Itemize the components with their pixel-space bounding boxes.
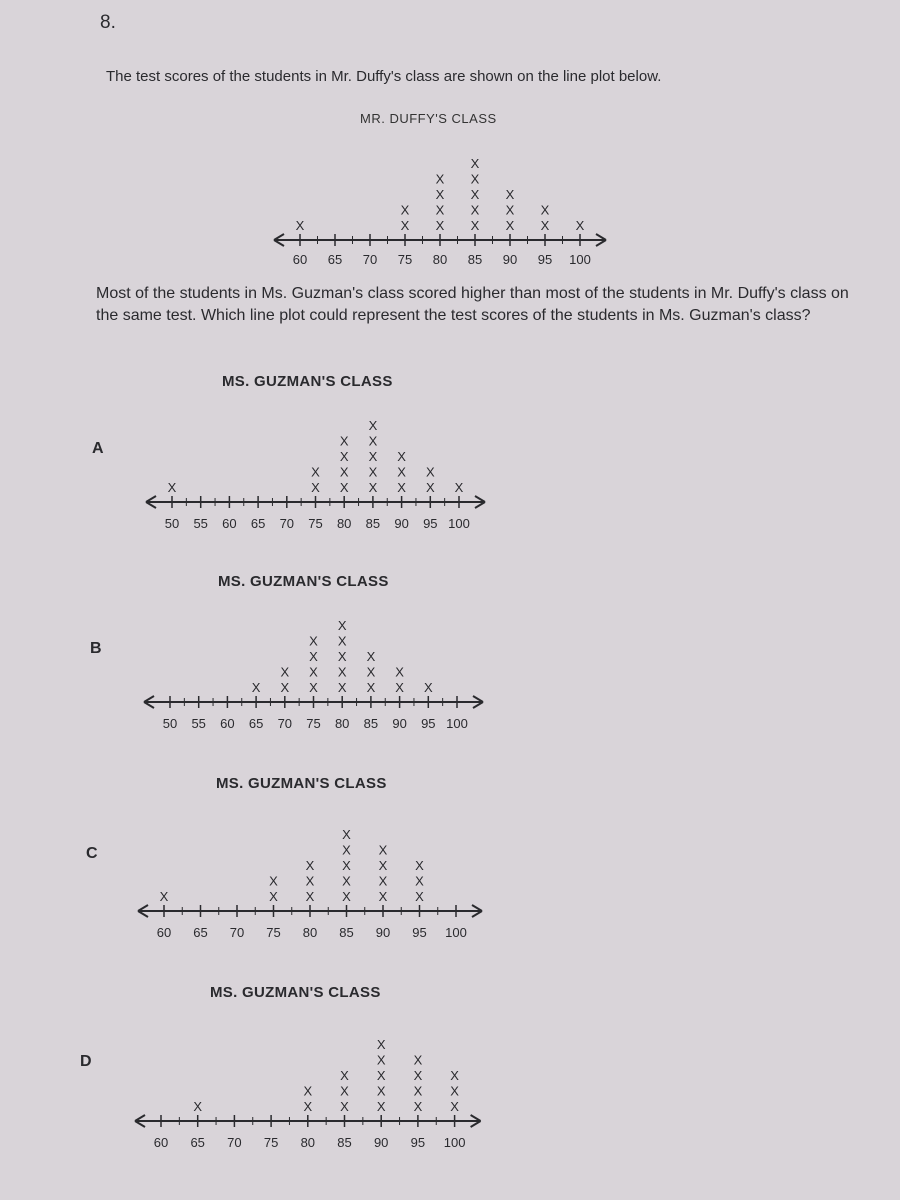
data-point-mark: X xyxy=(413,1099,423,1114)
axis-tick-label: 75 xyxy=(263,1135,279,1150)
axis-tick-label: 60 xyxy=(222,516,237,531)
data-point-mark: X xyxy=(368,449,378,464)
data-point-mark: X xyxy=(413,1083,423,1099)
data-point-mark: X xyxy=(340,1068,349,1083)
axis-tick-label: 65 xyxy=(190,1135,205,1150)
data-point-mark: X xyxy=(368,464,378,480)
choice-c-line-plot[interactable] xyxy=(122,794,502,944)
data-point-mark: X xyxy=(435,171,445,187)
axis-tick-label: 100 xyxy=(448,516,470,531)
axis-tick-label: 90 xyxy=(375,925,391,940)
data-point-mark: X xyxy=(366,680,376,695)
data-point-mark: X xyxy=(395,664,404,680)
data-point-mark: X xyxy=(470,218,480,233)
axis-tick-label: 100 xyxy=(445,925,467,940)
data-point-mark: X xyxy=(309,680,318,695)
data-point-mark: X xyxy=(413,1068,423,1083)
axis-tick-label: 70 xyxy=(362,252,378,267)
data-point-mark: X xyxy=(295,218,305,233)
data-point-mark: X xyxy=(309,664,318,680)
data-point-mark: X xyxy=(378,842,388,858)
axis-tick-label: 80 xyxy=(432,252,448,267)
data-point-mark: X xyxy=(337,618,347,633)
axis-tick-label: 70 xyxy=(279,516,295,531)
choice-b-line-plot[interactable] xyxy=(130,592,500,737)
data-point-mark: X xyxy=(435,202,445,218)
data-point-mark: X xyxy=(415,873,424,889)
axis-tick-label: 50 xyxy=(164,516,180,531)
data-point-mark: X xyxy=(575,218,585,233)
data-point-mark: X xyxy=(376,1083,386,1099)
axis-tick-label: 90 xyxy=(394,516,409,531)
axis-tick-label: 60 xyxy=(220,716,235,731)
data-point-mark: X xyxy=(339,480,349,495)
data-point-mark: X xyxy=(311,480,320,495)
data-point-mark: X xyxy=(450,1083,459,1099)
axis-tick-label: 80 xyxy=(302,925,318,940)
data-point-mark: X xyxy=(342,889,351,904)
data-point-mark: X xyxy=(305,873,315,889)
axis-tick-label: 65 xyxy=(248,716,264,731)
data-point-mark: X xyxy=(378,873,388,889)
choice-d-label[interactable]: D xyxy=(80,1053,92,1070)
axis-tick-label: 70 xyxy=(229,925,245,940)
data-point-mark: X xyxy=(505,187,515,202)
data-point-mark: X xyxy=(505,218,515,233)
axis-tick-label: 50 xyxy=(162,716,178,731)
axis-tick-label: 100 xyxy=(446,716,468,731)
choice-c-title: MS. GUZMAN'S CLASS xyxy=(216,775,387,792)
data-point-mark: X xyxy=(425,464,435,480)
axis-tick-label: 75 xyxy=(266,925,281,940)
axis-tick-label: 90 xyxy=(373,1135,389,1150)
data-point-mark: X xyxy=(342,858,351,873)
data-point-mark: X xyxy=(425,480,435,495)
data-point-mark: X xyxy=(397,464,406,480)
axis-tick-label: 95 xyxy=(412,925,427,940)
data-point-mark: X xyxy=(311,464,320,480)
data-point-mark: X xyxy=(413,1052,423,1068)
axis-tick-label: 90 xyxy=(392,716,407,731)
data-point-mark: X xyxy=(309,633,318,649)
axis-tick-label: 75 xyxy=(308,516,323,531)
choice-b-label[interactable]: B xyxy=(90,640,102,657)
data-point-mark: X xyxy=(415,858,424,873)
data-point-mark: X xyxy=(342,827,351,842)
data-point-mark: X xyxy=(376,1068,386,1083)
data-point-mark: X xyxy=(397,480,406,495)
data-point-mark: X xyxy=(470,171,480,187)
data-point-mark: X xyxy=(450,1068,459,1083)
data-point-mark: X xyxy=(378,889,388,904)
data-point-mark: X xyxy=(251,680,261,695)
data-point-mark: X xyxy=(400,202,410,218)
axis-tick-label: 65 xyxy=(327,252,343,267)
data-point-mark: X xyxy=(450,1099,459,1114)
axis-tick-label: 65 xyxy=(193,925,208,940)
question-followup: Most of the students in Ms. Guzman's class scored higher than most of the students in Mr. Duffy's class on the same test. Which line plot could represent the test scores of the students in Ms. Guzman's class? xyxy=(96,285,849,324)
data-point-mark: X xyxy=(337,649,347,664)
data-point-mark: X xyxy=(280,680,290,695)
data-point-mark: X xyxy=(435,218,445,233)
data-point-mark: X xyxy=(303,1099,313,1114)
data-point-mark: X xyxy=(368,480,378,495)
data-point-mark: X xyxy=(395,680,404,695)
question-intro: The test scores of the students in Mr. Duffy's class are shown on the line plot below. xyxy=(106,68,662,85)
choice-d-line-plot[interactable] xyxy=(118,1004,498,1154)
data-point-mark: X xyxy=(280,664,290,680)
data-point-mark: X xyxy=(397,449,406,464)
data-point-mark: X xyxy=(366,664,376,680)
axis-tick-label: 80 xyxy=(300,1135,316,1150)
axis-tick-label: 70 xyxy=(227,1135,242,1150)
axis-tick-label: 85 xyxy=(363,716,379,731)
axis-tick-label: 85 xyxy=(339,925,354,940)
data-point-mark: X xyxy=(540,218,550,233)
data-point-mark: X xyxy=(470,156,480,171)
axis-tick-label: 65 xyxy=(250,516,266,531)
axis-tick-label: 75 xyxy=(306,716,321,731)
data-point-mark: X xyxy=(423,680,433,695)
choice-a-title: MS. GUZMAN'S CLASS xyxy=(222,373,393,390)
choice-c-label[interactable]: C xyxy=(86,845,98,862)
axis-tick-label: 80 xyxy=(336,516,352,531)
data-point-mark: X xyxy=(339,433,349,449)
data-point-mark: X xyxy=(303,1083,313,1099)
data-point-mark: X xyxy=(415,889,424,904)
axis-tick-label: 60 xyxy=(292,252,308,267)
data-point-mark: X xyxy=(337,664,347,680)
axis-tick-label: 70 xyxy=(277,716,293,731)
data-point-mark: X xyxy=(309,649,318,664)
data-point-mark: X xyxy=(400,218,410,233)
data-point-mark: X xyxy=(435,187,445,202)
choice-a-line-plot[interactable] xyxy=(140,392,510,537)
choice-d-title: MS. GUZMAN'S CLASS xyxy=(210,984,381,1001)
axis-tick-label: 85 xyxy=(365,516,381,531)
data-point-mark: X xyxy=(376,1052,386,1068)
data-point-mark: X xyxy=(470,187,480,202)
data-point-mark: X xyxy=(454,480,464,495)
data-point-mark: X xyxy=(159,889,169,904)
choice-b-title: MS. GUZMAN'S CLASS xyxy=(218,573,389,590)
choice-a-label[interactable]: A xyxy=(92,440,104,457)
data-point-mark: X xyxy=(540,202,550,218)
axis-tick-label: 95 xyxy=(421,716,436,731)
axis-tick-label: 85 xyxy=(337,1135,352,1150)
data-point-mark: X xyxy=(337,680,347,695)
axis-tick-label: 95 xyxy=(537,252,553,267)
data-point-mark: X xyxy=(269,889,278,904)
axis-tick-label: 85 xyxy=(467,252,483,267)
data-point-mark: X xyxy=(305,858,315,873)
axis-tick-label: 60 xyxy=(156,925,172,940)
axis-tick-label: 55 xyxy=(191,716,206,731)
duffy-plot-title: MR. DUFFY'S CLASS xyxy=(360,111,497,126)
data-point-mark: X xyxy=(340,1099,349,1114)
data-point-mark: X xyxy=(505,202,515,218)
axis-tick-label: 100 xyxy=(443,1135,466,1150)
axis-tick-label: 80 xyxy=(334,716,350,731)
data-point-mark: X xyxy=(305,889,315,904)
data-point-mark: X xyxy=(269,873,278,889)
data-point-mark: X xyxy=(376,1099,386,1114)
data-point-mark: X xyxy=(193,1099,203,1114)
data-point-mark: X xyxy=(378,858,388,873)
data-point-mark: X xyxy=(342,873,351,889)
data-point-mark: X xyxy=(368,418,378,433)
axis-tick-label: 95 xyxy=(423,516,438,531)
duffy-line-plot xyxy=(260,130,630,275)
axis-tick-label: 100 xyxy=(569,252,591,267)
question-number: 8. xyxy=(100,12,116,33)
data-point-mark: X xyxy=(339,449,349,464)
data-point-mark: X xyxy=(167,480,177,495)
data-point-mark: X xyxy=(470,202,480,218)
axis-tick-label: 95 xyxy=(410,1135,426,1150)
data-point-mark: X xyxy=(339,464,349,480)
data-point-mark: X xyxy=(376,1037,386,1052)
data-point-mark: X xyxy=(340,1083,349,1099)
axis-tick-label: 75 xyxy=(397,252,413,267)
data-point-mark: X xyxy=(366,649,376,664)
axis-tick-label: 55 xyxy=(193,516,208,531)
data-point-mark: X xyxy=(342,842,351,858)
axis-tick-label: 90 xyxy=(502,252,518,267)
data-point-mark: X xyxy=(337,633,347,649)
data-point-mark: X xyxy=(368,433,378,449)
axis-tick-label: 60 xyxy=(153,1135,169,1150)
